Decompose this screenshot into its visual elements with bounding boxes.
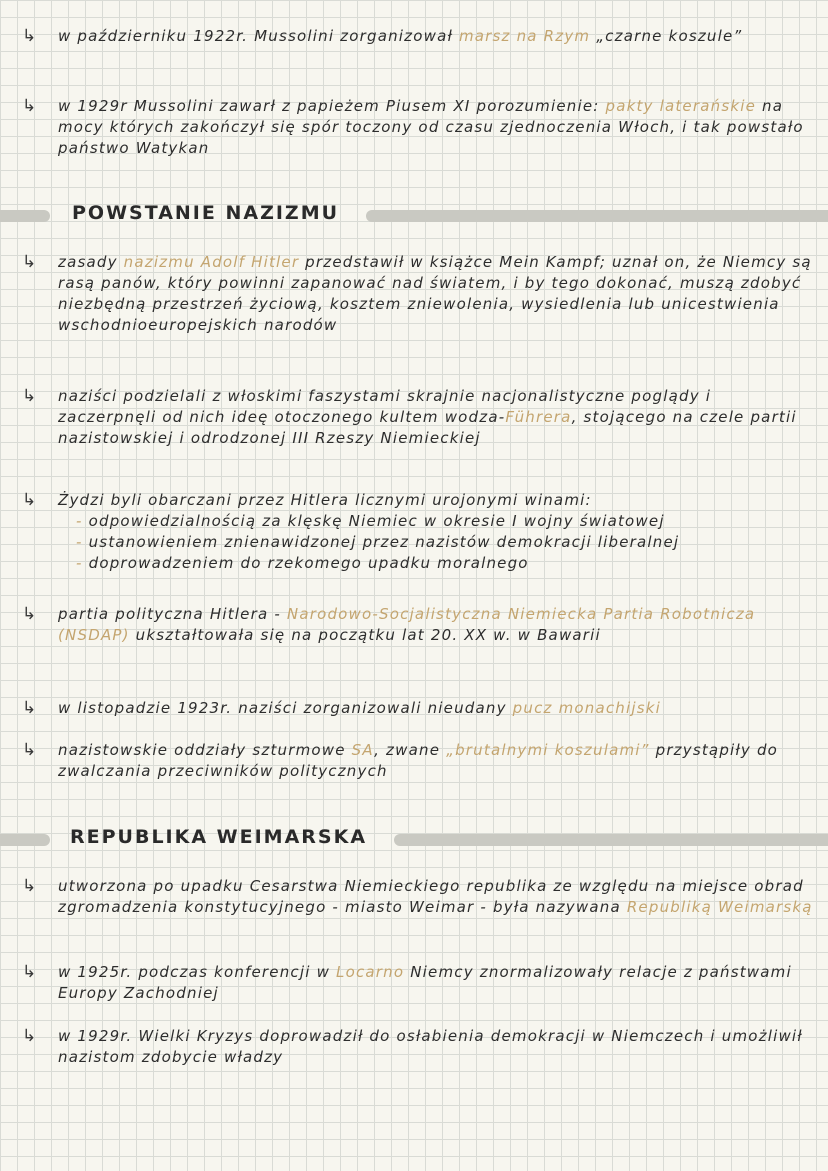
bullet-arrow-icon: ↳ xyxy=(22,252,37,272)
bullet-text xyxy=(58,386,814,449)
sub-bullet: - odpowiedzialnością za klęskę Niemiec w okresie I wojny światowej xyxy=(58,511,814,532)
text-run: w listopadzie 1923r. naziści zorganizowali nieudany xyxy=(58,699,513,717)
text-run: partia polityczna Hitlera - xyxy=(58,605,287,623)
section-heading-weimar xyxy=(0,826,828,852)
bullet-text xyxy=(58,698,814,719)
bullet-main-text xyxy=(58,491,592,509)
bullet-arrow-icon: ↳ xyxy=(22,26,37,46)
heading-band-right xyxy=(394,834,828,846)
text-run: przystąpiły do zwalczania przeciwników politycznych xyxy=(58,741,779,780)
heading-band-left xyxy=(0,210,50,222)
text-run: utworzona po upadku Cesarstwa Niemieckiego republika ze względu na miejsce obrad zgromadzenia konstytucyjnego - miasto Weimar - była nazywana xyxy=(58,877,804,916)
text-run: w 1929r Mussolini zawarł z papieżem Piusem XI porozumienie: xyxy=(58,97,606,115)
bullet-lateran-pacts xyxy=(22,96,814,159)
text-run: , zwane xyxy=(374,741,447,759)
heading-title: REPUBLIKA WEIMARSKA xyxy=(70,826,368,848)
bullet-nsdap xyxy=(22,604,814,646)
text-run: w 1925r. podczas konferencji w xyxy=(58,963,337,981)
bullet-text xyxy=(58,962,814,1004)
heading-band-left xyxy=(0,834,50,846)
text-run: , stojącego na czele partii nazistowskiej i odrodzonej III Rzeszy Niemieckiej xyxy=(58,408,797,447)
bullet-beer-hall-putsch xyxy=(22,698,814,719)
bullet-arrow-icon: ↳ xyxy=(22,1026,37,1046)
text-run: nazistowskie oddziały szturmowe xyxy=(58,741,352,759)
sub-bullet: - doprowadzeniem do rzekomego upadku moralnego xyxy=(58,553,814,574)
highlighted-term: Narodowo-Socjalistyczna Niemiecka Partia Robotnicza (NSDAP) xyxy=(58,605,756,644)
text-run: Żydzi byli obarczani przez Hitlera licznymi urojonymi winami: xyxy=(58,491,592,509)
bullet-jews-blamed xyxy=(22,490,814,574)
heading-title: POWSTANIE NAZIZMU xyxy=(72,202,340,224)
heading-band-right xyxy=(366,210,828,222)
bullet-text xyxy=(58,604,814,646)
bullet-arrow-icon: ↳ xyxy=(22,96,37,116)
text-run: „czarne koszule” xyxy=(590,27,743,45)
text-run: Niemcy znormalizowały relacje z państwami Europy Zachodniej xyxy=(58,963,792,1002)
bullet-arrow-icon: ↳ xyxy=(22,386,37,406)
bullet-march-on-rome xyxy=(22,26,814,47)
section-heading-nazism xyxy=(0,202,828,228)
highlighted-term: SA xyxy=(351,741,375,759)
highlighted-term: „brutalnymi koszulami” xyxy=(446,741,650,759)
bullet-text xyxy=(58,96,814,159)
highlighted-term: Republiką Weimarską xyxy=(626,898,813,916)
text-run: zasady xyxy=(58,253,124,271)
highlighted-term: pakty laterańskie xyxy=(605,97,757,115)
bullet-text xyxy=(58,1026,814,1068)
bullet-text xyxy=(58,740,814,782)
bullet-arrow-icon: ↳ xyxy=(22,604,37,624)
bullet-arrow-icon: ↳ xyxy=(22,490,37,510)
text-run: przedstawił w książce Mein Kampf; uznał on, że Niemcy są rasą panów, który powinni zapanować nad światem, i by tego dokonać, muszą zdobyć niezbędną przestrzeń życiową, kosztem zniewolenia, wysiedlenia lub unicestwienia wschodnioeuropejskich narodów xyxy=(58,253,812,334)
bullet-arrow-icon: ↳ xyxy=(22,876,37,896)
bullet-mein-kampf xyxy=(22,252,814,336)
highlighted-term: nazizmu Adolf Hitler xyxy=(123,253,300,271)
bullet-arrow-icon: ↳ xyxy=(22,740,37,760)
bullet-text xyxy=(58,252,814,336)
highlighted-term: marsz na Rzym xyxy=(458,27,591,45)
text-run: naziści podzielali z włoskimi faszystami skrajnie nacjonalistyczne poglądy i zaczerpnęli od nich ideę otoczonego kultem wodza- xyxy=(58,387,712,426)
sub-bullet: - ustanowieniem znienawidzonej przez nazistów demokracji liberalnej xyxy=(58,532,814,553)
bullet-weimar-republic xyxy=(22,876,814,918)
bullet-text xyxy=(58,490,814,574)
bullet-sa xyxy=(22,740,814,782)
bullet-text xyxy=(58,876,814,918)
text-run: w 1929r. Wielki Kryzys doprowadził do osłabienia demokracji w Niemczech i umożliwił nazistom zdobycie władzy xyxy=(58,1027,803,1066)
text-run: ukształtowała się na początku lat 20. XX w. w Bawarii xyxy=(129,626,601,644)
highlighted-term: Führera xyxy=(505,408,572,426)
highlighted-term: pucz monachijski xyxy=(512,699,662,717)
bullet-great-depression xyxy=(22,1026,814,1068)
bullet-arrow-icon: ↳ xyxy=(22,962,37,982)
highlighted-term: Locarno xyxy=(336,963,405,981)
bullet-fascism-ideas xyxy=(22,386,814,449)
text-run: na mocy których zakończył się spór toczony od czasu zjednoczenia Włoch, i tak powstało państwo Watykan xyxy=(58,97,804,157)
bullet-locarno xyxy=(22,962,814,1004)
bullet-text xyxy=(58,26,814,47)
bullet-arrow-icon: ↳ xyxy=(22,698,37,718)
text-run: w październiku 1922r. Mussolini zorganizował xyxy=(58,27,459,45)
